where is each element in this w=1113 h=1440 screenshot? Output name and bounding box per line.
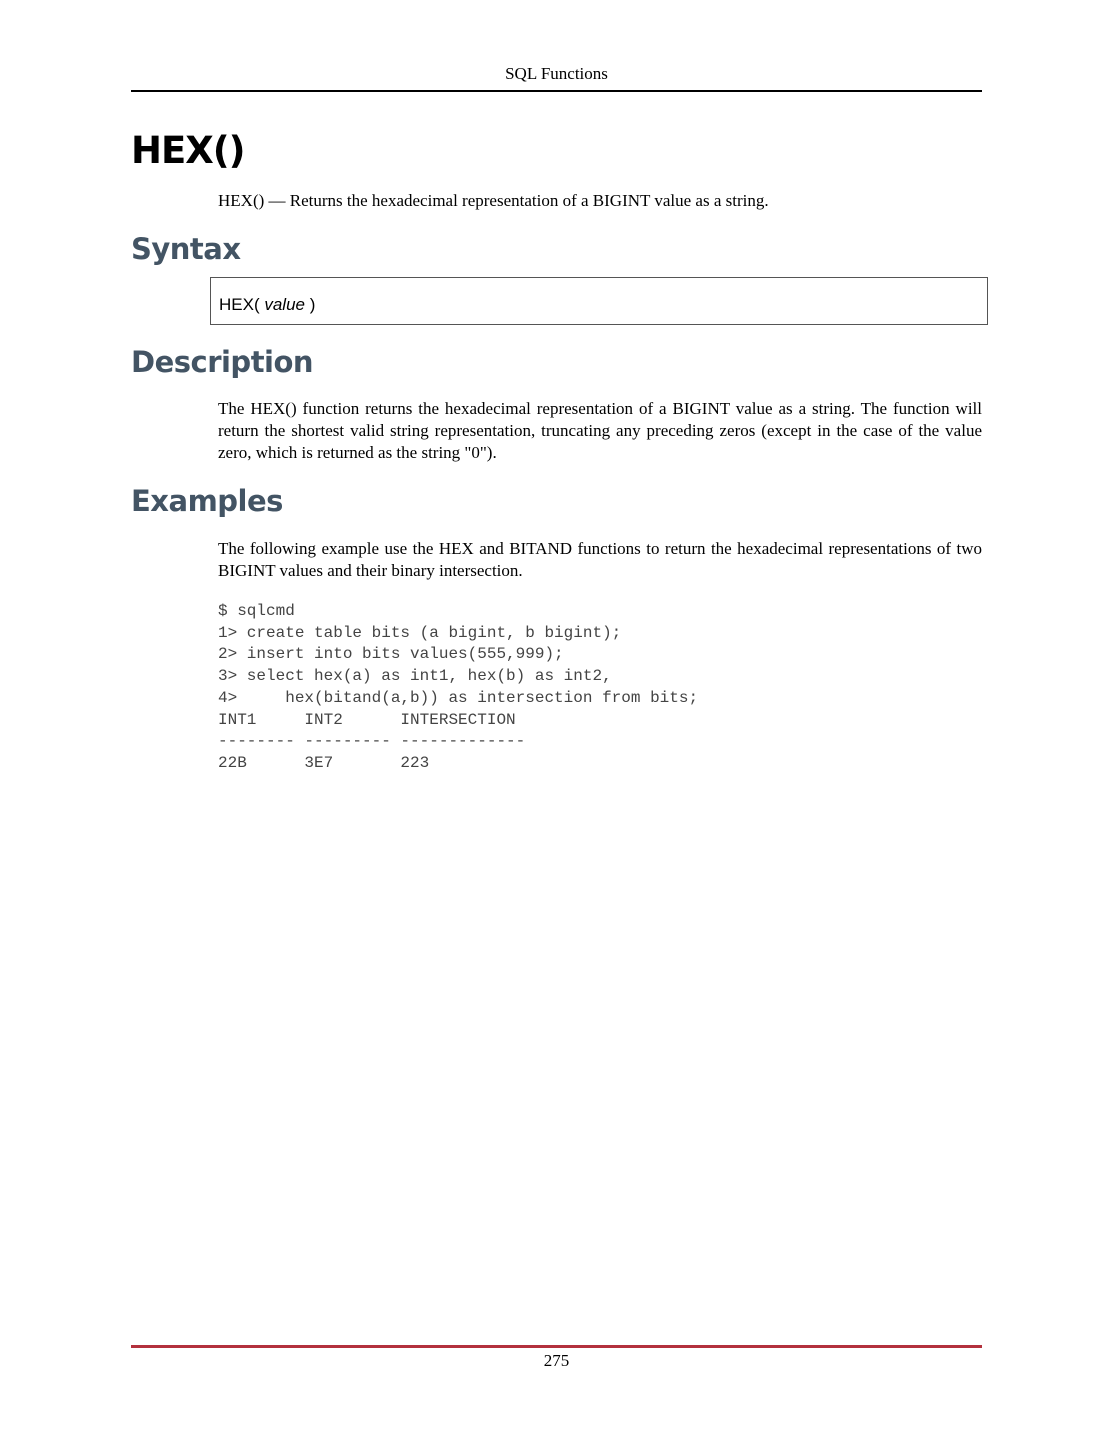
page-number: 275: [543, 1351, 570, 1370]
code-line: 2> insert into bits values(555,999);: [218, 645, 564, 664]
syntax-function-open: HEX(: [219, 295, 265, 314]
syntax-function-close: ): [304, 295, 316, 314]
footer-rule: [131, 1345, 982, 1348]
code-line: -------- --------- -------------: [218, 732, 526, 751]
page-title: HEX(): [131, 129, 245, 172]
examples-intro: The following example use the HEX and BITAND functions to return the hexadecimal representations of two BIGINT values and their binary intersection.: [218, 539, 982, 580]
description-text: The HEX() function returns the hexadecimal representation of a BIGINT value as a string. The function will return the shortest valid string representation, truncating any preceding zeros (except in the case of the value zero, which is returned as the string "0").: [218, 399, 982, 462]
syntax-heading: Syntax: [131, 232, 241, 266]
code-line: 3> select hex(a) as int1, hex(b) as int2,: [218, 667, 612, 686]
code-line: $ sqlcmd: [218, 602, 295, 620]
running-header: SQL Functions: [505, 64, 608, 83]
examples-heading: Examples: [131, 484, 283, 518]
code-line: 22B 3E7 223: [218, 753, 430, 772]
syntax-box: [210, 277, 988, 325]
syntax-parameter: value: [264, 295, 305, 314]
refpurpose: HEX() — Returns the hexadecimal representation of a BIGINT value as a string.: [218, 191, 769, 210]
header-rule: [131, 90, 982, 92]
description-heading: Description: [131, 345, 314, 379]
code-example: [218, 601, 698, 775]
code-line: INT1 INT2 INTERSECTION: [218, 710, 516, 729]
code-line: 1> create table bits (a bigint, b bigint);: [218, 623, 622, 642]
code-line: 4> hex(bitand(a,b)) as intersection from bits;: [218, 688, 699, 707]
